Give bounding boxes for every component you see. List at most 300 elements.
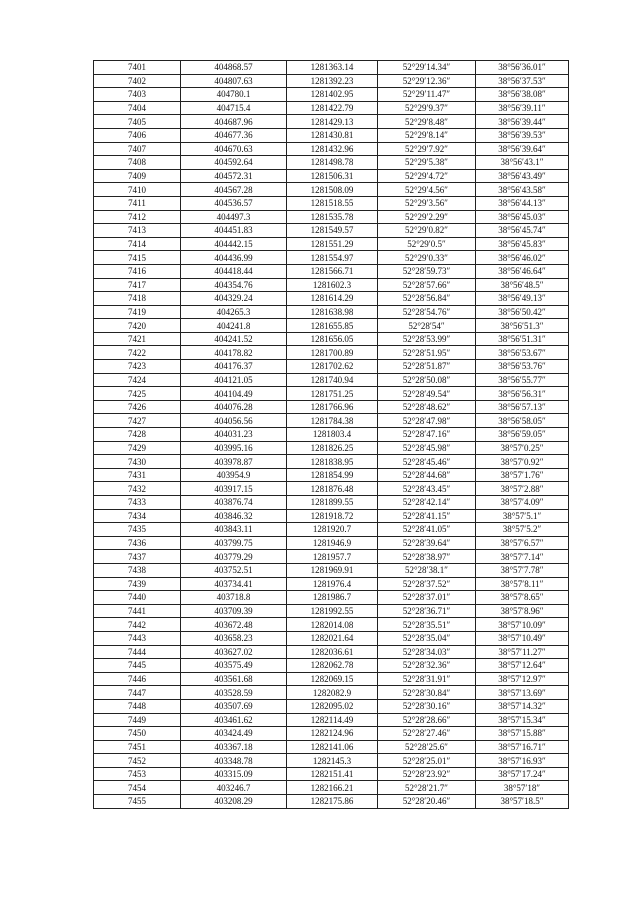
x-coordinate-cell: 403779.29 (181, 550, 287, 564)
table-row (94, 618, 569, 632)
x-coordinate-cell: 404670.63 (181, 142, 287, 156)
latitude-cell: 52°28′47.98″ (378, 414, 476, 428)
longitude-cell: 38°56′44.13″ (476, 196, 569, 210)
point-number-cell: 7408 (94, 156, 181, 170)
point-number-cell: 7443 (94, 631, 181, 645)
longitude-cell: 38°56′57.13″ (476, 400, 569, 414)
table-row (94, 509, 569, 523)
y-coordinate-cell: 1281920.7 (287, 523, 378, 537)
latitude-cell: 52°28′37.52″ (378, 577, 476, 591)
x-coordinate-cell: 404056.56 (181, 414, 287, 428)
longitude-cell: 38°57′12.64″ (476, 659, 569, 673)
point-number-cell: 7402 (94, 74, 181, 88)
x-coordinate-cell: 404451.83 (181, 224, 287, 238)
x-coordinate-cell: 403752.51 (181, 563, 287, 577)
table-row (94, 115, 569, 129)
table-row (94, 604, 569, 618)
x-coordinate-cell: 404780.1 (181, 88, 287, 102)
x-coordinate-cell: 403315.09 (181, 767, 287, 781)
table-row (94, 754, 569, 768)
point-number-cell: 7419 (94, 305, 181, 319)
x-coordinate-cell: 403658.23 (181, 631, 287, 645)
y-coordinate-cell: 1281506.31 (287, 169, 378, 183)
latitude-cell: 52°28′54″ (378, 319, 476, 333)
x-coordinate-cell: 404567.28 (181, 183, 287, 197)
point-number-cell: 7445 (94, 659, 181, 673)
y-coordinate-cell: 1281614.29 (287, 292, 378, 306)
x-coordinate-cell: 403507.69 (181, 699, 287, 713)
x-coordinate-cell: 404442.15 (181, 237, 287, 251)
table-row (94, 264, 569, 278)
y-coordinate-cell: 1281655.85 (287, 319, 378, 333)
point-number-cell: 7405 (94, 115, 181, 129)
longitude-cell: 38°56′51.31″ (476, 332, 569, 346)
longitude-cell: 38°57′18.5″ (476, 795, 569, 809)
latitude-cell: 52°28′35.51″ (378, 618, 476, 632)
longitude-cell: 38°57′5.2″ (476, 523, 569, 537)
point-number-cell: 7451 (94, 740, 181, 754)
latitude-cell: 52°29′11.47″ (378, 88, 476, 102)
longitude-cell: 38°57′8.65″ (476, 591, 569, 605)
latitude-cell: 52°28′25.6″ (378, 740, 476, 754)
x-coordinate-cell: 404265.3 (181, 305, 287, 319)
y-coordinate-cell: 1282069.15 (287, 672, 378, 686)
x-coordinate-cell: 403528.59 (181, 686, 287, 700)
latitude-cell: 52°28′54.76″ (378, 305, 476, 319)
longitude-cell: 38°57′8.96″ (476, 604, 569, 618)
longitude-cell: 38°57′14.32″ (476, 699, 569, 713)
point-number-cell: 7413 (94, 224, 181, 238)
longitude-cell: 38°56′39.64″ (476, 142, 569, 156)
x-coordinate-cell: 404715.4 (181, 101, 287, 115)
table-row (94, 142, 569, 156)
point-number-cell: 7439 (94, 577, 181, 591)
y-coordinate-cell: 1281554.97 (287, 251, 378, 265)
y-coordinate-cell: 1281566.71 (287, 264, 378, 278)
table-row (94, 468, 569, 482)
y-coordinate-cell: 1282145.3 (287, 754, 378, 768)
y-coordinate-cell: 1281784.38 (287, 414, 378, 428)
latitude-cell: 52°29′8.48″ (378, 115, 476, 129)
x-coordinate-cell: 404868.57 (181, 61, 287, 75)
point-number-cell: 7415 (94, 251, 181, 265)
point-number-cell: 7444 (94, 645, 181, 659)
point-number-cell: 7432 (94, 482, 181, 496)
longitude-cell: 38°57′0.92″ (476, 455, 569, 469)
longitude-cell: 38°56′39.44″ (476, 115, 569, 129)
y-coordinate-cell: 1281838.95 (287, 455, 378, 469)
table-row (94, 441, 569, 455)
y-coordinate-cell: 1281854.99 (287, 468, 378, 482)
table-row (94, 251, 569, 265)
point-number-cell: 7414 (94, 237, 181, 251)
table-row (94, 88, 569, 102)
longitude-cell: 38°56′59.05″ (476, 428, 569, 442)
y-coordinate-cell: 1281498.78 (287, 156, 378, 170)
longitude-cell: 38°57′7.78″ (476, 563, 569, 577)
point-number-cell: 7448 (94, 699, 181, 713)
latitude-cell: 52°28′32.36″ (378, 659, 476, 673)
table-row (94, 713, 569, 727)
latitude-cell: 52°29′14.34″ (378, 61, 476, 75)
latitude-cell: 52°28′48.62″ (378, 400, 476, 414)
latitude-cell: 52°29′5.38″ (378, 156, 476, 170)
x-coordinate-cell: 404807.63 (181, 74, 287, 88)
table-row (94, 196, 569, 210)
point-number-cell: 7450 (94, 727, 181, 741)
y-coordinate-cell: 1282166.21 (287, 781, 378, 795)
table-row (94, 781, 569, 795)
table-row (94, 686, 569, 700)
latitude-cell: 52°29′0.82″ (378, 224, 476, 238)
point-number-cell: 7416 (94, 264, 181, 278)
table-row (94, 224, 569, 238)
point-number-cell: 7409 (94, 169, 181, 183)
y-coordinate-cell: 1281918.72 (287, 509, 378, 523)
longitude-cell: 38°56′53.67″ (476, 346, 569, 360)
latitude-cell: 52°28′47.16″ (378, 428, 476, 442)
x-coordinate-cell: 404104.49 (181, 387, 287, 401)
point-number-cell: 7431 (94, 468, 181, 482)
longitude-cell: 38°56′46.64″ (476, 264, 569, 278)
table-row (94, 536, 569, 550)
y-coordinate-cell: 1282124.96 (287, 727, 378, 741)
longitude-cell: 38°57′13.69″ (476, 686, 569, 700)
latitude-cell: 52°29′4.72″ (378, 169, 476, 183)
table-row (94, 319, 569, 333)
y-coordinate-cell: 1281518.55 (287, 196, 378, 210)
y-coordinate-cell: 1282014.08 (287, 618, 378, 632)
x-coordinate-cell: 403846.32 (181, 509, 287, 523)
longitude-cell: 38°56′46.02″ (476, 251, 569, 265)
latitude-cell: 52°28′37.01″ (378, 591, 476, 605)
y-coordinate-cell: 1281535.78 (287, 210, 378, 224)
latitude-cell: 52°28′38.97″ (378, 550, 476, 564)
longitude-cell: 38°57′8.11″ (476, 577, 569, 591)
longitude-cell: 38°56′36.01″ (476, 61, 569, 75)
latitude-cell: 52°28′45.46″ (378, 455, 476, 469)
point-number-cell: 7453 (94, 767, 181, 781)
x-coordinate-cell: 404241.52 (181, 332, 287, 346)
table-row (94, 740, 569, 754)
longitude-cell: 38°56′39.11″ (476, 101, 569, 115)
latitude-cell: 52°29′8.14″ (378, 128, 476, 142)
table-row (94, 631, 569, 645)
y-coordinate-cell: 1282021.64 (287, 631, 378, 645)
y-coordinate-cell: 1281986.7 (287, 591, 378, 605)
table-row (94, 659, 569, 673)
table-row (94, 305, 569, 319)
x-coordinate-cell: 403917.15 (181, 482, 287, 496)
table-row (94, 550, 569, 564)
x-coordinate-cell: 403718.8 (181, 591, 287, 605)
latitude-cell: 52°28′59.73″ (378, 264, 476, 278)
table-row (94, 563, 569, 577)
y-coordinate-cell: 1281392.23 (287, 74, 378, 88)
x-coordinate-cell: 404241.8 (181, 319, 287, 333)
table-row (94, 496, 569, 510)
x-coordinate-cell: 404677.36 (181, 128, 287, 142)
table-row (94, 169, 569, 183)
x-coordinate-cell: 403461.62 (181, 713, 287, 727)
latitude-cell: 52°29′12.36″ (378, 74, 476, 88)
point-number-cell: 7454 (94, 781, 181, 795)
x-coordinate-cell: 404121.05 (181, 373, 287, 387)
longitude-cell: 38°56′37.53″ (476, 74, 569, 88)
y-coordinate-cell: 1281551.29 (287, 237, 378, 251)
longitude-cell: 38°57′0.25″ (476, 441, 569, 455)
y-coordinate-cell: 1281432.96 (287, 142, 378, 156)
longitude-cell: 38°57′12.97″ (476, 672, 569, 686)
point-number-cell: 7417 (94, 278, 181, 292)
table-row (94, 101, 569, 115)
y-coordinate-cell: 1281402.95 (287, 88, 378, 102)
longitude-cell: 38°57′15.34″ (476, 713, 569, 727)
latitude-cell: 52°29′3.56″ (378, 196, 476, 210)
y-coordinate-cell: 1281702.62 (287, 360, 378, 374)
point-number-cell: 7440 (94, 591, 181, 605)
point-number-cell: 7447 (94, 686, 181, 700)
point-number-cell: 7428 (94, 428, 181, 442)
point-number-cell: 7425 (94, 387, 181, 401)
point-number-cell: 7412 (94, 210, 181, 224)
table-row (94, 183, 569, 197)
longitude-cell: 38°57′15.88″ (476, 727, 569, 741)
y-coordinate-cell: 1281751.25 (287, 387, 378, 401)
y-coordinate-cell: 1282082.9 (287, 686, 378, 700)
x-coordinate-cell: 404687.96 (181, 115, 287, 129)
table-row (94, 455, 569, 469)
y-coordinate-cell: 1282114.49 (287, 713, 378, 727)
latitude-cell: 52°28′36.71″ (378, 604, 476, 618)
y-coordinate-cell: 1281992.55 (287, 604, 378, 618)
longitude-cell: 38°57′17.24″ (476, 767, 569, 781)
latitude-cell: 52°29′4.56″ (378, 183, 476, 197)
longitude-cell: 38°57′2.88″ (476, 482, 569, 496)
x-coordinate-cell: 403424.49 (181, 727, 287, 741)
y-coordinate-cell: 1281803.4 (287, 428, 378, 442)
latitude-cell: 52°28′41.05″ (378, 523, 476, 537)
longitude-cell: 38°56′55.77″ (476, 373, 569, 387)
coordinates-table-body (94, 61, 569, 809)
latitude-cell: 52°28′42.14″ (378, 496, 476, 510)
y-coordinate-cell: 1282175.86 (287, 795, 378, 809)
point-number-cell: 7438 (94, 563, 181, 577)
latitude-cell: 52°28′44.68″ (378, 468, 476, 482)
point-number-cell: 7423 (94, 360, 181, 374)
latitude-cell: 52°28′50.08″ (378, 373, 476, 387)
x-coordinate-cell: 403575.49 (181, 659, 287, 673)
point-number-cell: 7452 (94, 754, 181, 768)
table-row (94, 373, 569, 387)
point-number-cell: 7434 (94, 509, 181, 523)
y-coordinate-cell: 1282095.02 (287, 699, 378, 713)
latitude-cell: 52°28′30.84″ (378, 686, 476, 700)
y-coordinate-cell: 1281429.13 (287, 115, 378, 129)
longitude-cell: 38°56′49.13″ (476, 292, 569, 306)
y-coordinate-cell: 1281976.4 (287, 577, 378, 591)
longitude-cell: 38°57′10.49″ (476, 631, 569, 645)
point-number-cell: 7421 (94, 332, 181, 346)
table-row (94, 74, 569, 88)
x-coordinate-cell: 403561.68 (181, 672, 287, 686)
y-coordinate-cell: 1281969.91 (287, 563, 378, 577)
table-row (94, 332, 569, 346)
y-coordinate-cell: 1282036.61 (287, 645, 378, 659)
x-coordinate-cell: 404031.23 (181, 428, 287, 442)
point-number-cell: 7449 (94, 713, 181, 727)
x-coordinate-cell: 403954.9 (181, 468, 287, 482)
latitude-cell: 52°29′9.37″ (378, 101, 476, 115)
point-number-cell: 7418 (94, 292, 181, 306)
table-row (94, 360, 569, 374)
x-coordinate-cell: 403978.87 (181, 455, 287, 469)
y-coordinate-cell: 1281363.14 (287, 61, 378, 75)
y-coordinate-cell: 1281766.96 (287, 400, 378, 414)
x-coordinate-cell: 403246.7 (181, 781, 287, 795)
table-row (94, 278, 569, 292)
longitude-cell: 38°56′50.42″ (476, 305, 569, 319)
point-number-cell: 7435 (94, 523, 181, 537)
latitude-cell: 52°28′41.15″ (378, 509, 476, 523)
latitude-cell: 52°28′31.91″ (378, 672, 476, 686)
table-row (94, 795, 569, 809)
table-row (94, 387, 569, 401)
table-row (94, 292, 569, 306)
table-row (94, 61, 569, 75)
longitude-cell: 38°56′51.3″ (476, 319, 569, 333)
longitude-cell: 38°56′45.83″ (476, 237, 569, 251)
latitude-cell: 52°29′0.5″ (378, 237, 476, 251)
longitude-cell: 38°56′56.31″ (476, 387, 569, 401)
point-number-cell: 7442 (94, 618, 181, 632)
longitude-cell: 38°56′43.1″ (476, 156, 569, 170)
table-row (94, 414, 569, 428)
longitude-cell: 38°57′16.71″ (476, 740, 569, 754)
longitude-cell: 38°57′1.76″ (476, 468, 569, 482)
x-coordinate-cell: 404418.44 (181, 264, 287, 278)
y-coordinate-cell: 1281957.7 (287, 550, 378, 564)
y-coordinate-cell: 1281946.9 (287, 536, 378, 550)
x-coordinate-cell: 404592.64 (181, 156, 287, 170)
table-row (94, 400, 569, 414)
point-number-cell: 7455 (94, 795, 181, 809)
x-coordinate-cell: 404572.31 (181, 169, 287, 183)
longitude-cell: 38°57′10.09″ (476, 618, 569, 632)
y-coordinate-cell: 1281740.94 (287, 373, 378, 387)
table-row (94, 156, 569, 170)
x-coordinate-cell: 404329.24 (181, 292, 287, 306)
point-number-cell: 7430 (94, 455, 181, 469)
point-number-cell: 7403 (94, 88, 181, 102)
y-coordinate-cell: 1281656.05 (287, 332, 378, 346)
point-number-cell: 7404 (94, 101, 181, 115)
latitude-cell: 52°28′27.46″ (378, 727, 476, 741)
x-coordinate-cell: 404354.76 (181, 278, 287, 292)
latitude-cell: 52°29′0.33″ (378, 251, 476, 265)
point-number-cell: 7420 (94, 319, 181, 333)
point-number-cell: 7406 (94, 128, 181, 142)
y-coordinate-cell: 1281549.57 (287, 224, 378, 238)
x-coordinate-cell: 404176.37 (181, 360, 287, 374)
longitude-cell: 38°56′43.49″ (476, 169, 569, 183)
coordinates-table (93, 60, 569, 809)
x-coordinate-cell: 403843.11 (181, 523, 287, 537)
longitude-cell: 38°56′45.03″ (476, 210, 569, 224)
y-coordinate-cell: 1281826.25 (287, 441, 378, 455)
table-row (94, 577, 569, 591)
table-row (94, 591, 569, 605)
table-row (94, 482, 569, 496)
x-coordinate-cell: 403627.02 (181, 645, 287, 659)
point-number-cell: 7426 (94, 400, 181, 414)
latitude-cell: 52°28′39.64″ (378, 536, 476, 550)
longitude-cell: 38°57′18″ (476, 781, 569, 795)
y-coordinate-cell: 1281602.3 (287, 278, 378, 292)
y-coordinate-cell: 1281638.98 (287, 305, 378, 319)
table-row (94, 767, 569, 781)
longitude-cell: 38°56′53.76″ (476, 360, 569, 374)
longitude-cell: 38°57′4.09″ (476, 496, 569, 510)
table-row (94, 727, 569, 741)
longitude-cell: 38°57′6.57″ (476, 536, 569, 550)
longitude-cell: 38°56′43.58″ (476, 183, 569, 197)
table-row (94, 672, 569, 686)
latitude-cell: 52°28′49.54″ (378, 387, 476, 401)
latitude-cell: 52°28′30.16″ (378, 699, 476, 713)
x-coordinate-cell: 403367.18 (181, 740, 287, 754)
point-number-cell: 7411 (94, 196, 181, 210)
point-number-cell: 7410 (94, 183, 181, 197)
y-coordinate-cell: 1281422.79 (287, 101, 378, 115)
latitude-cell: 52°28′35.04″ (378, 631, 476, 645)
point-number-cell: 7424 (94, 373, 181, 387)
x-coordinate-cell: 404178.82 (181, 346, 287, 360)
table-row (94, 699, 569, 713)
latitude-cell: 52°28′57.66″ (378, 278, 476, 292)
latitude-cell: 52°28′25.01″ (378, 754, 476, 768)
x-coordinate-cell: 403348.78 (181, 754, 287, 768)
latitude-cell: 52°28′51.87″ (378, 360, 476, 374)
y-coordinate-cell: 1282151.41 (287, 767, 378, 781)
point-number-cell: 7441 (94, 604, 181, 618)
y-coordinate-cell: 1282062.78 (287, 659, 378, 673)
x-coordinate-cell: 404497.3 (181, 210, 287, 224)
point-number-cell: 7436 (94, 536, 181, 550)
point-number-cell: 7446 (94, 672, 181, 686)
y-coordinate-cell: 1281430.81 (287, 128, 378, 142)
table-row (94, 128, 569, 142)
y-coordinate-cell: 1282141.06 (287, 740, 378, 754)
latitude-cell: 52°28′56.84″ (378, 292, 476, 306)
longitude-cell: 38°57′5.1″ (476, 509, 569, 523)
y-coordinate-cell: 1281899.55 (287, 496, 378, 510)
y-coordinate-cell: 1281700.89 (287, 346, 378, 360)
point-number-cell: 7401 (94, 61, 181, 75)
x-coordinate-cell: 403709.39 (181, 604, 287, 618)
point-number-cell: 7433 (94, 496, 181, 510)
longitude-cell: 38°56′39.53″ (476, 128, 569, 142)
point-number-cell: 7427 (94, 414, 181, 428)
x-coordinate-cell: 403208.29 (181, 795, 287, 809)
x-coordinate-cell: 404076.28 (181, 400, 287, 414)
x-coordinate-cell: 403672.48 (181, 618, 287, 632)
latitude-cell: 52°28′38.1″ (378, 563, 476, 577)
latitude-cell: 52°28′43.45″ (378, 482, 476, 496)
table-row (94, 523, 569, 537)
latitude-cell: 52°28′45.98″ (378, 441, 476, 455)
longitude-cell: 38°57′16.93″ (476, 754, 569, 768)
